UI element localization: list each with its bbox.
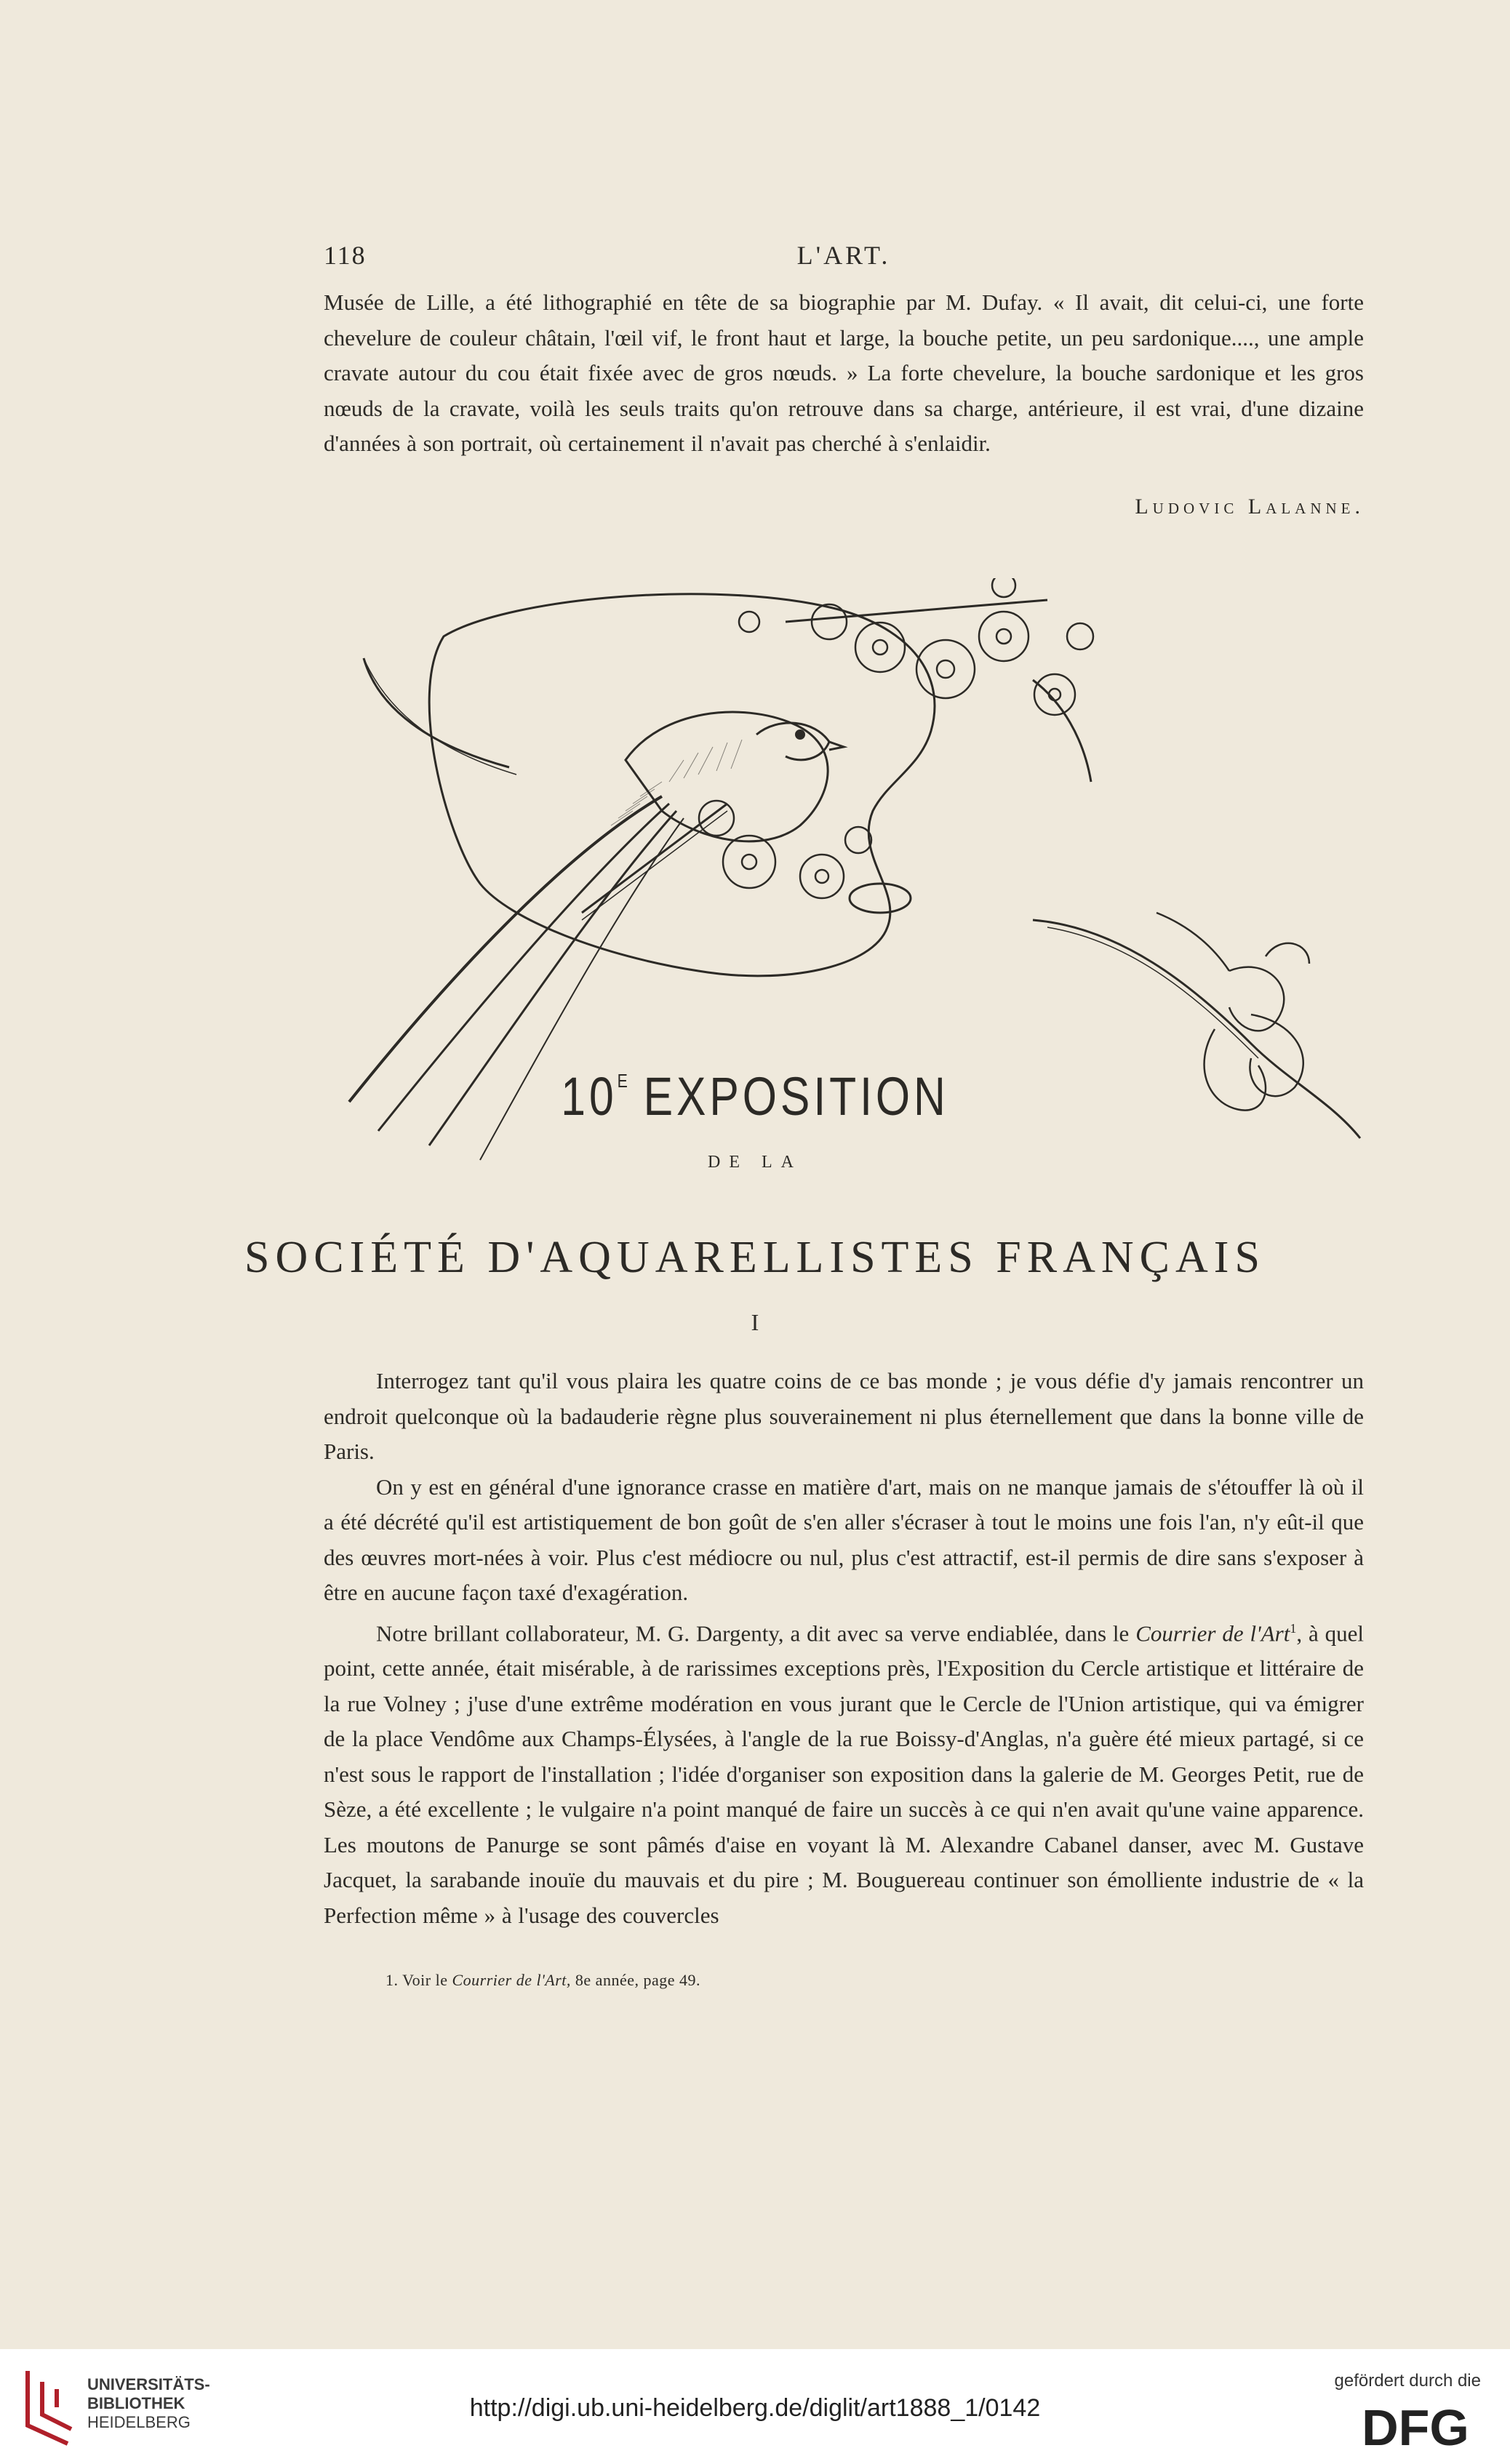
- article-paragraph: On y est en général d'une ignorance crasse en matière d'art, mais on ne manque jamais de s'étouffer là où il a été décrété qu'il est artistiquement de bon goût de s'en aller s'écraser à tout le moins une fois l'an, n'y eût-il que des œuvres mort-nées à voir. Plus c'est médiocre ou nul, plus c'est attractif, est-il permis de dire sans s'exposer à être en aucune façon taxé d'exagération.: [324, 1473, 1364, 1605]
- author-signature: Ludovic Lalanne.: [1135, 495, 1365, 519]
- footnote-journal: Courrier de l'Art,: [452, 1971, 571, 1989]
- institution-line: BIBLIOTHEK: [87, 2394, 185, 2412]
- institution-line: HEIDELBERG: [87, 2413, 191, 2431]
- exposition-ordinal-mark: E: [617, 1070, 628, 1092]
- footnote-suffix: 8e année, page 49.: [570, 1971, 701, 1989]
- article-body: [324, 1364, 1364, 1933]
- article-paragraph: Interrogez tant qu'il vous plaira les quatre coins de ce bas monde ; je vous défie d'y jamais rencontrer un endroit quelconque où la badauderie règne plus souverainement ni plus éternellement que dans la bonne ville de Paris.: [324, 1368, 1364, 1464]
- journal-title: L'ART.: [796, 241, 891, 270]
- dfg-logo[interactable]: [1343, 2400, 1488, 2452]
- section-numeral: I: [751, 1309, 759, 1335]
- journal-reference: Courrier de l'Art: [1135, 1620, 1290, 1646]
- footnote: [386, 1971, 700, 1990]
- intro-paragraph: Musée de Lille, a été lithographié en tête de sa biographie par M. Dufay. « Il avait, dit celui-ci, une forte chevelure de couleur châtain, l'œil vif, le front haut et large, la bouche petite, un peu sardonique...., une ample cravate autour du cou était fixée avec de gros nœuds. » La forte chevelure, la bouche sardonique et les gros nœuds de la cravate, voilà les seuls traits qu'on retrouve dans sa charge, antérieure, il est vrai, d'une dizaine d'années à son portrait, où certainement il n'avait pas cherché à s'enlaidir.: [324, 289, 1364, 456]
- exposition-number: 10: [561, 1066, 618, 1127]
- paragraph-start: Notre brillant collaborateur, M. G. Dargenty, a dit avec sa verve endiablée, dans le: [376, 1620, 1136, 1646]
- exposition-heading: [136, 1065, 1374, 1127]
- page-number: 118: [324, 241, 367, 270]
- digitization-footer: [0, 2349, 1510, 2464]
- source-url-link[interactable]: http://digi.ub.uni-heidelberg.de/diglit/art1888_1/0142: [469, 2394, 1041, 2422]
- society-title: SOCIÉTÉ D'AQUARELLISTES FRANÇAIS: [244, 1232, 1266, 1282]
- paragraph-rest: , à quel point, cette année, était misérable, à de rarissimes exceptions près, l'Exposition du Cercle artistique et littéraire de la rue Volney ; j'use d'une extrême modération en vous jurant que le Cercle de l'Union artistique, qui va émigrer de la place Vendôme aux Champs-Élysées, à l'angle de la rue Boissy-d'Anglas, n'a guère été mieux partagé, si ce n'est sous le rapport de l'installation ; l'idée d'organiser son exposition dans la galerie de M. Georges Petit, rue de Sèze, a été excellente ; le vulgaire n'a point manqué de faire un succès à ce qui n'en avait qu'une vaine apparence. Les moutons de Panurge se sont pâmés d'aise en voyant là M. Alexandre Cabanel danser, avec M. Gustave Jacquet, la sarabande inouïe du mauvais et du pire ; M. Bouguereau continuer son émolliente industrie de « la Perfection même » à l'usage des couvercles: [324, 1620, 1364, 1928]
- svg-text:DFG: DFG: [1362, 2400, 1469, 2452]
- funding-note: gefördert durch die: [1334, 2371, 1481, 2391]
- institution-line: UNIVERSITÄTS-: [87, 2375, 210, 2393]
- de-la-subheading: DE LA: [708, 1153, 802, 1172]
- running-head: [324, 240, 1364, 276]
- footnote-prefix: 1. Voir le: [386, 1971, 452, 1989]
- footnote-reference: 1: [1290, 1620, 1297, 1636]
- exposition-word: EXPOSITION: [643, 1066, 949, 1127]
- article-paragraph-with-note: [324, 1611, 1364, 1934]
- intro-paragraph-block: [324, 285, 1364, 462]
